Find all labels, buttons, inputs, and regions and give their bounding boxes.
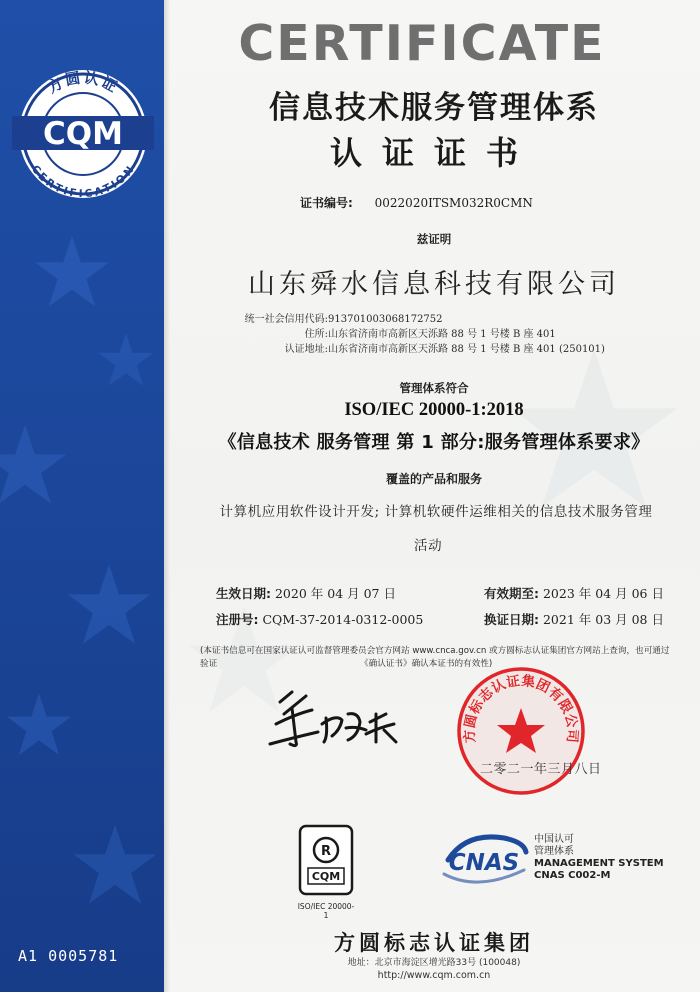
effective-date-row bbox=[216, 584, 396, 602]
address-value: 山东省济南市高新区天泺路 88 号 1 号楼 B 座 401 bbox=[328, 329, 556, 340]
cnas-logo bbox=[438, 830, 530, 894]
band-star-icon bbox=[64, 560, 154, 650]
issue-date: 二零二一年三月八日 bbox=[480, 762, 602, 777]
signature bbox=[262, 684, 412, 754]
renewal-date-value: 2021 年 03 月 08 日 bbox=[542, 612, 664, 627]
standard-name: 《信息技术 服务管理 第 1 部分:服务管理体系要求》 bbox=[218, 432, 650, 453]
reg-no-row bbox=[216, 610, 423, 628]
cert-number-value: 0022020ITSM032R0CMN bbox=[374, 196, 533, 210]
valid-until-value: 2023 年 04 月 06 日 bbox=[542, 586, 664, 601]
cnas-cn-line-2: 管理体系 bbox=[534, 846, 574, 857]
cnas-en-line-2: CNAS C002-M bbox=[534, 870, 611, 881]
effective-date-label: 生效日期: bbox=[216, 586, 271, 601]
cert-address-label: 认证地址: bbox=[284, 344, 328, 355]
renewal-date-label: 换证日期: bbox=[484, 612, 539, 627]
company-name: 山东舜水信息科技有限公司 bbox=[248, 269, 620, 300]
svg-text:R: R bbox=[320, 844, 332, 859]
address-label: 住所: bbox=[304, 329, 328, 340]
coverage-text bbox=[190, 495, 682, 563]
cert-number-row bbox=[300, 194, 533, 211]
hereby-certify-label: 兹证明 bbox=[416, 232, 452, 246]
verification-note-1: (本证书信息可在国家认证认可监督管理委员会官方网站 www.cnca.gov.cn 或方圆标志认证集团官方网站上查询，也可通过验证 bbox=[200, 646, 670, 669]
side-band bbox=[0, 0, 164, 992]
verification-note-2: 《确认证书》确认本证书的有效性) bbox=[360, 659, 493, 669]
cnas-text-block bbox=[534, 834, 664, 882]
band-star-icon bbox=[0, 420, 70, 510]
valid-until-label: 有效期至: bbox=[484, 586, 539, 601]
credit-code-label: 统一社会信用代码: bbox=[244, 314, 328, 325]
coverage-label: 覆盖的产品和服务 bbox=[385, 472, 482, 486]
svg-text:CQM: CQM bbox=[311, 870, 341, 883]
svg-text:CNAS: CNAS bbox=[448, 850, 520, 876]
footer-address: 地址：北京市海淀区增光路33号 (100048) bbox=[347, 958, 521, 968]
svg-text:方圆认证: 方圆认证 bbox=[44, 68, 122, 97]
coverage-line-2: 活动 bbox=[414, 538, 443, 554]
footer-organization: 方圆标志认证集团 bbox=[334, 931, 534, 955]
effective-date-value: 2020 年 04 月 07 日 bbox=[274, 586, 396, 601]
conform-label: 管理体系符合 bbox=[399, 381, 469, 395]
serial-number: A1 0005781 bbox=[18, 947, 119, 965]
svg-text:CERTIFICATION: CERTIFICATION bbox=[28, 163, 138, 201]
credit-code-value: 913701003068172752 bbox=[328, 314, 443, 325]
band-star-icon bbox=[4, 690, 74, 760]
certificate-heading: CERTIFICATE bbox=[238, 15, 606, 72]
address-row bbox=[230, 328, 556, 342]
cert-address-value: 山东省济南市高新区天泺路 88 号 1 号楼 B 座 401 (250101) bbox=[328, 344, 605, 355]
svg-text:CQM: CQM bbox=[43, 116, 123, 152]
svg-text:方圆标志认证集团有限公司: 方圆标志认证集团有限公司 bbox=[461, 673, 581, 744]
company-seal bbox=[454, 664, 588, 798]
footer-website: http://www.cqm.com.cn bbox=[377, 970, 491, 981]
cnas-cn-line-1: 中国认可 bbox=[534, 834, 574, 845]
cqm-logo bbox=[10, 64, 156, 204]
reg-no-label: 注册号: bbox=[216, 612, 259, 627]
cert-address-row bbox=[230, 343, 605, 357]
valid-until-row bbox=[484, 584, 664, 602]
band-star-icon bbox=[70, 820, 160, 910]
coverage-line-1: 计算机应用软件设计开发; 计算机软硬件运维相关的信息技术服务管理 bbox=[219, 504, 653, 520]
cert-number-label: 证书编号: bbox=[300, 196, 353, 210]
svg-text:赞 此 乐: 赞 此 乐 bbox=[335, 752, 339, 753]
standard-code: ISO/IEC 20000-1:2018 bbox=[344, 400, 524, 420]
band-star-icon bbox=[32, 232, 112, 312]
credit-code-row bbox=[230, 313, 443, 327]
cqm-accreditation-mark bbox=[296, 824, 356, 900]
certificate-subtitle: 认证证书 bbox=[329, 134, 538, 172]
band-star-icon bbox=[96, 330, 156, 390]
certificate-title: 信息技术服务管理体系 bbox=[269, 90, 599, 126]
accreditation-mark-caption: ISO/IEC 20000-1 bbox=[297, 902, 355, 920]
renewal-date-row bbox=[484, 610, 664, 628]
reg-no-value: CQM-37-2014-0312-0005 bbox=[262, 612, 424, 627]
cnas-en-line-1: MANAGEMENT SYSTEM bbox=[534, 858, 664, 869]
